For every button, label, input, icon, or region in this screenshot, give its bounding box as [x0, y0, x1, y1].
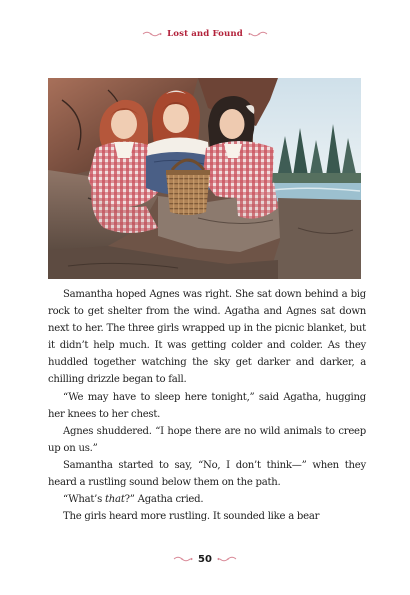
paragraph: Samantha started to say, “No, I don’t think—” when they heard a rustling sound below them on the path. — [48, 459, 366, 489]
paragraph: Samantha hoped Agnes was right. She sat down behind a big rock to get shelter from the wind. Agatha and Agnes sat down next to her. The three girls wrapped up in the picnic blanket, but it didn’t help much. It was getting colder and colder. As they huddled together watching the sky get darker and darker, a chilling drizzle began to fall. — [48, 289, 366, 386]
paragraph: The girls heard more rustling. It sounded like a bear — [63, 511, 320, 523]
flourish-right-icon — [217, 555, 237, 563]
page-number: 50 — [198, 553, 212, 565]
exclaim-emphasis: that — [105, 494, 125, 506]
flourish-right-icon — [248, 30, 268, 38]
exclaim-after: ?” Agatha cried. — [124, 494, 204, 506]
story-text — [48, 286, 366, 525]
flourish-left-icon — [142, 30, 162, 38]
story-illustration — [48, 78, 361, 279]
running-title: Lost and Found — [167, 29, 243, 39]
running-header — [0, 27, 410, 41]
flourish-left-icon — [173, 555, 193, 563]
paragraph: Agnes shuddered. “I hope there are no wild animals to creep up on us.” — [48, 425, 366, 454]
page-footer — [0, 552, 410, 566]
exclaim-before: “What’s — [63, 494, 105, 506]
paragraph-exclaim — [48, 491, 366, 508]
paragraph: “We may have to sleep here tonight,” said Agatha, hugging her knees to her chest. — [48, 391, 366, 420]
